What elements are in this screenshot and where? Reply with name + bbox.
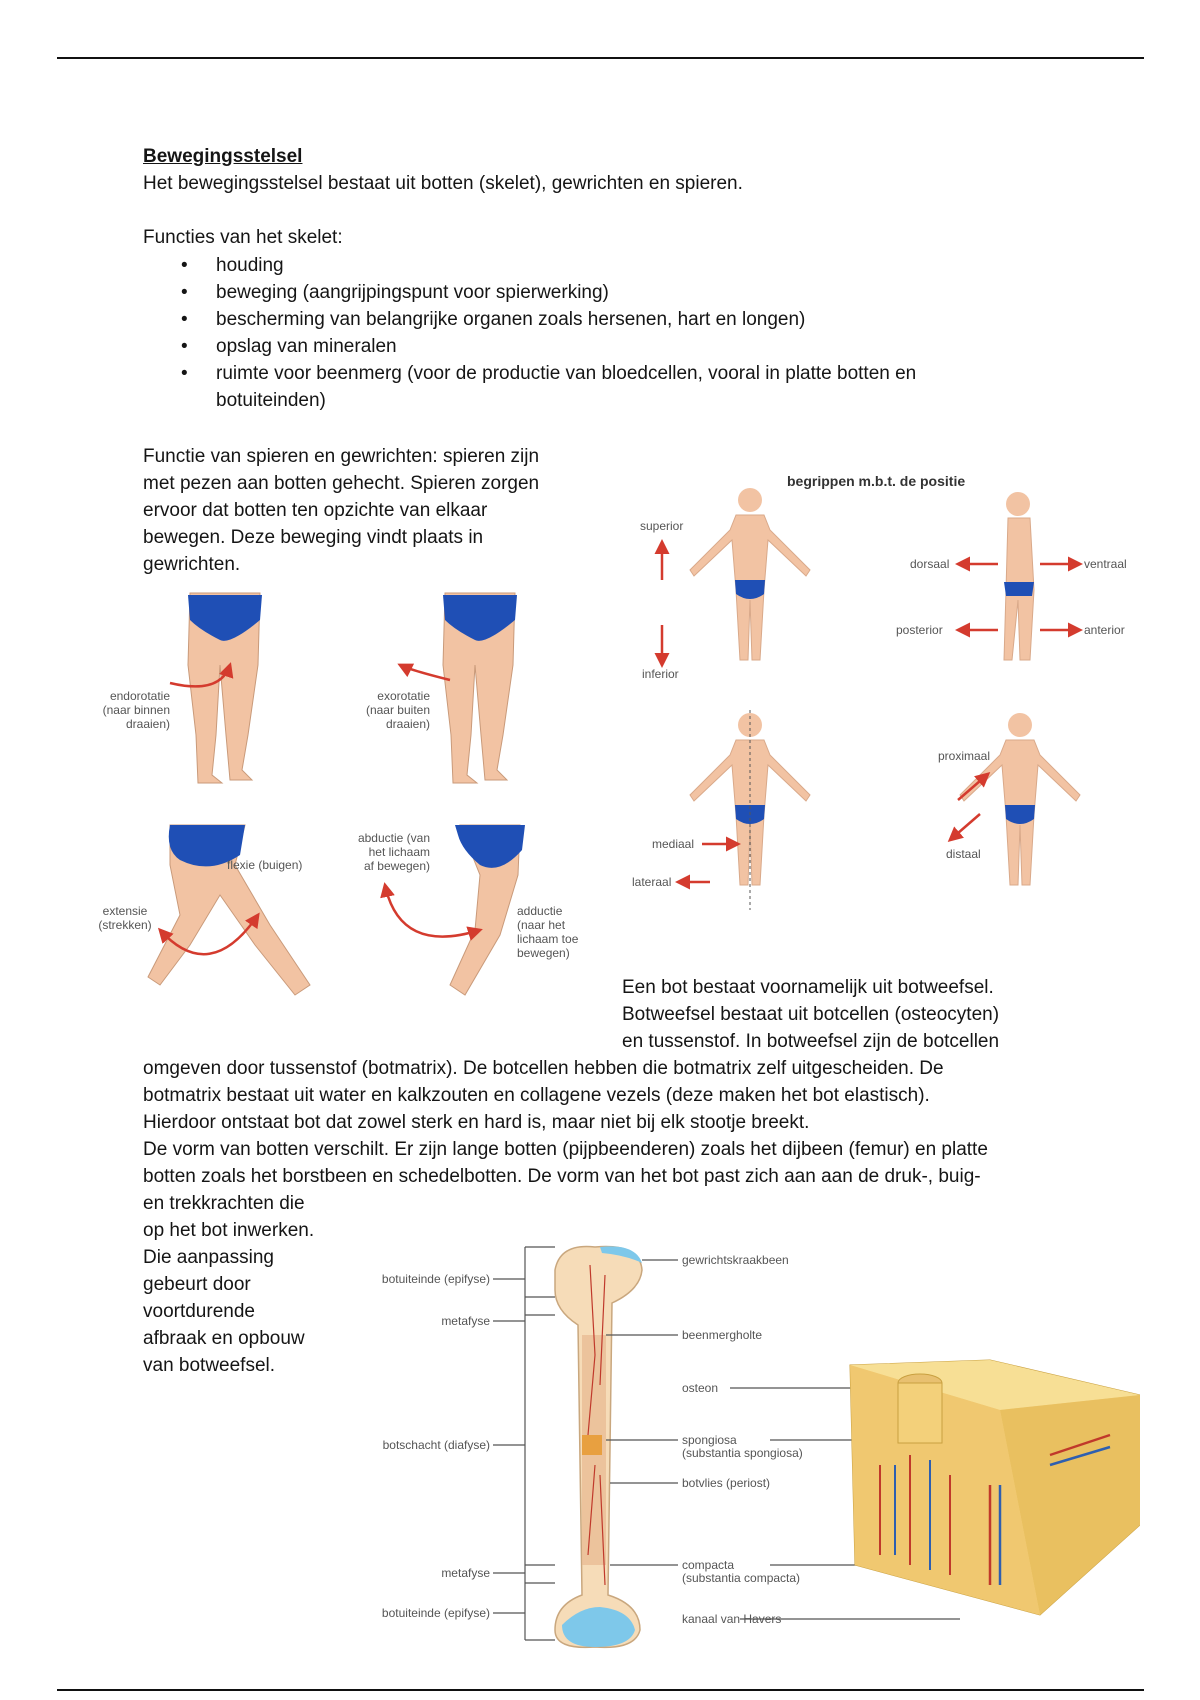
list-item-continuation: botuiteinden) bbox=[216, 390, 326, 411]
left-brackets bbox=[493, 1247, 555, 1640]
proximal-arrow bbox=[958, 774, 988, 800]
bone-anatomy-figure bbox=[350, 1235, 1140, 1655]
bone-tissue-block bbox=[850, 1360, 1140, 1615]
abduction-label: abductie (van bbox=[357, 831, 430, 845]
top-rule bbox=[57, 57, 1144, 59]
bone-line: De vorm van botten verschilt. Er zijn lange botten (pijpbeenderen) zoals het dijbeen (femur) en platte bbox=[143, 1139, 988, 1160]
midline-body-figure bbox=[690, 713, 810, 885]
havers-canal-label: kanaal van Havers bbox=[682, 1612, 782, 1626]
flexion-extension-legs bbox=[148, 825, 310, 995]
adduction-label-4: bewegen) bbox=[517, 946, 570, 960]
spongiosa-label: spongiosa bbox=[682, 1433, 737, 1447]
bone-line: voortdurende bbox=[143, 1301, 255, 1322]
endorotation-legs bbox=[170, 593, 262, 783]
exorotation-label: exorotatie bbox=[377, 689, 430, 703]
bone-line: botmatrix bestaat uit water en kalkzouten en collagene vezels (deze maken het bot elastisch). bbox=[143, 1085, 930, 1106]
femur-illustration bbox=[555, 1246, 642, 1647]
bone-line: en trekkrachten die bbox=[143, 1193, 305, 1214]
bone-line: op het bot inwerken. bbox=[143, 1220, 315, 1241]
position-figure-title: begrippen m.b.t. de positie bbox=[787, 473, 966, 489]
ventral-label: ventraal bbox=[1084, 557, 1127, 571]
posterior-label: posterior bbox=[896, 623, 943, 637]
bone-line: Een bot bestaat voornamelijk uit botweefsel. bbox=[622, 977, 994, 998]
functions-title: Functies van het skelet: bbox=[143, 227, 343, 248]
list-item: • beweging (aangrijpingspunt voor spierwerking) bbox=[143, 279, 916, 306]
bone-line: botten zoals het borstbeen en schedelbotten. De vorm van het bot past zich aan aan de druk-, buig- bbox=[143, 1166, 981, 1187]
superior-label: superior bbox=[640, 519, 684, 533]
flexion-label: flexie (buigen) bbox=[227, 858, 303, 872]
endorotation-label-3: draaien) bbox=[125, 717, 170, 731]
extension-label-2: (strekken) bbox=[98, 918, 152, 932]
muscles-line: bewegen. Deze beweging vindt plaats in bbox=[143, 527, 484, 548]
endorotation-label: endorotatie bbox=[109, 689, 170, 703]
bone-line: Botweefsel bestaat uit botcellen (osteocyten) bbox=[622, 1004, 1000, 1025]
bone-line: en tussenstof. In botweefsel zijn de botcellen bbox=[622, 1031, 1000, 1052]
bottom-rule bbox=[57, 1689, 1144, 1691]
metaphysis-bottom-label: metafyse bbox=[441, 1566, 490, 1580]
joint-movement-figure bbox=[70, 585, 610, 1030]
abduction-label-2: het lichaam bbox=[368, 845, 430, 859]
anterior-label: anterior bbox=[1084, 623, 1125, 637]
bone-line: omgeven door tussenstof (botmatrix). De botcellen hebben die botmatrix zelf uitgescheiden. De bbox=[143, 1058, 944, 1079]
endorotation-label-2: (naar binnen bbox=[102, 703, 170, 717]
muscles-line: met pezen aan botten gehecht. Spieren zorgen bbox=[143, 473, 540, 494]
exorotation-label-2: (naar buiten bbox=[365, 703, 430, 717]
anatomical-position-figure bbox=[620, 470, 1140, 950]
extension-label: extensie bbox=[102, 904, 148, 918]
exorotation-legs bbox=[400, 593, 517, 783]
bone-line: gebeurt door bbox=[143, 1274, 251, 1295]
proximal-label: proximaal bbox=[938, 749, 991, 763]
bone-line: van botweefsel. bbox=[143, 1355, 276, 1376]
bone-line: afbraak en opbouw bbox=[143, 1328, 305, 1349]
distal-arrow bbox=[950, 814, 980, 840]
front-body-figure bbox=[690, 488, 810, 660]
list-item: • bescherming van belangrijke organen zoals hersenen, hart en longen) bbox=[143, 306, 916, 333]
list-item: • houding bbox=[143, 252, 916, 279]
dorsal-label: dorsaal bbox=[910, 557, 950, 571]
exorotation-label-3: draaien) bbox=[385, 717, 430, 731]
compacta-label: compacta bbox=[682, 1558, 735, 1572]
adduction-label-3: lichaam toe bbox=[517, 932, 579, 946]
osteon-label: osteon bbox=[682, 1381, 719, 1395]
cartilage-label: gewrichtskraakbeen bbox=[682, 1253, 789, 1267]
intro-text: Het bewegingsstelsel bestaat uit botten (skelet), gewrichten en spieren. bbox=[143, 173, 743, 194]
skeleton-functions-list bbox=[143, 252, 916, 387]
muscles-line: ervoor dat botten ten opzichte van elkaar bbox=[143, 500, 488, 521]
list-item: • ruimte voor beenmerg (voor de productie van bloedcellen, vooral in platte botten en bbox=[143, 360, 916, 387]
page-title: Bewegingsstelsel bbox=[143, 146, 303, 167]
adduction-label-2: (naar het bbox=[517, 918, 566, 932]
metaphysis-top-label: metafyse bbox=[441, 1314, 490, 1328]
bone-line: Hierdoor ontstaat bot dat zowel sterk en hard is, maar niet bij elk stootje breekt. bbox=[143, 1112, 810, 1133]
diaphysis-label: botschacht (diafyse) bbox=[382, 1438, 490, 1452]
list-item: • opslag van mineralen bbox=[143, 333, 916, 360]
distal-label: distaal bbox=[946, 847, 981, 861]
spongiosa-sublabel: (substantia spongiosa) bbox=[682, 1446, 803, 1460]
inferior-label: inferior bbox=[642, 667, 679, 681]
side-body-figure bbox=[1004, 492, 1034, 660]
compacta-sublabel: (substantia compacta) bbox=[682, 1571, 801, 1585]
medial-label: mediaal bbox=[652, 837, 695, 851]
periosteum-label: botvlies (periost) bbox=[682, 1476, 771, 1490]
adduction-label: adductie bbox=[517, 904, 563, 918]
epiphysis-top-label: botuiteinde (epifyse) bbox=[381, 1272, 490, 1286]
marrow-cavity-label: beenmergholte bbox=[682, 1328, 763, 1342]
muscles-line: gewrichten. bbox=[143, 554, 241, 575]
muscles-line: Functie van spieren en gewrichten: spieren zijn bbox=[143, 446, 540, 467]
abduction-label-3: af bewegen) bbox=[363, 859, 430, 873]
bone-line: Die aanpassing bbox=[143, 1247, 274, 1268]
epiphysis-bottom-label: botuiteinde (epifyse) bbox=[381, 1606, 490, 1620]
lateral-label: lateraal bbox=[632, 875, 672, 889]
